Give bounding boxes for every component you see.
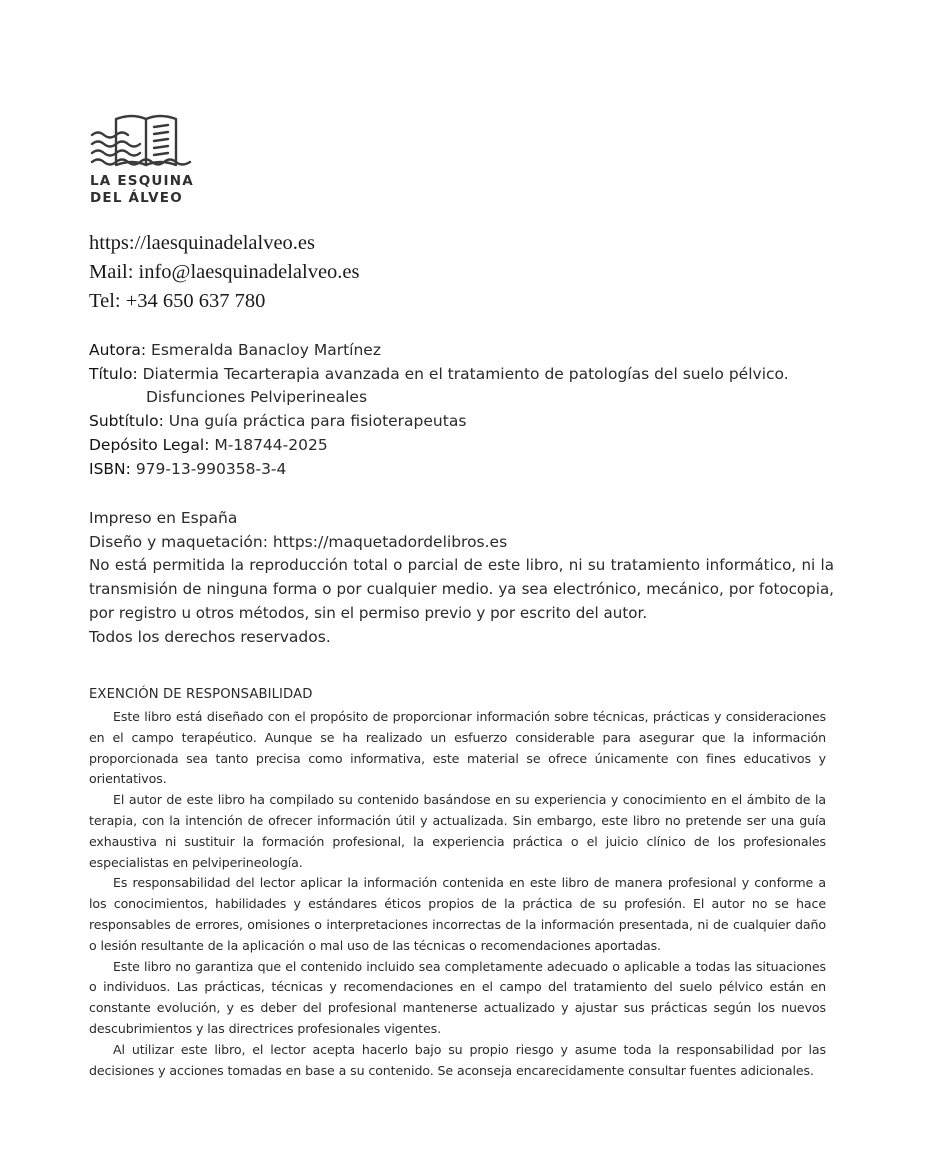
book-credits (89, 339, 849, 481)
legal-deposit-label: Depósito Legal: (89, 435, 210, 454)
disclaimer-section (89, 684, 826, 1081)
author-row (89, 339, 849, 363)
author-label: Autora: (89, 341, 147, 359)
publisher-name-line2: DEL ÁLVEO (90, 190, 183, 206)
all-rights-text: Todos los derechos reservados. (89, 627, 331, 646)
subtitle-label: Subtítulo: (89, 412, 164, 431)
disclaimer-paragraph: El autor de este libro ha compilado su contenido basándose en su experiencia y conocimiento en el ámbito de la terapia, con la intención de ofrecer información útil y actualizada. Sin embargo, este libro no pretende ser una guía exhaustiva ni sustituir la formación profesional, la experiencia práctica o el juicio clínico de los profesionales especialistas en pelviperineología. (89, 792, 826, 870)
disclaimer-paragraph: Este libro no garantiza que el contenido incluido sea completamente adecuado o aplicable a todas las situaciones o individuos. Las prácticas, técnicas y recomendaciones en el campo del tratamiento del suelo pélvico están en constante evolución, y es deber del profesional mantenerse actualizado y ajustar sus prácticas según los nuevos descubrimientos y las directrices profesionales vigentes. (89, 958, 826, 1036)
legal-deposit-row (89, 434, 849, 458)
design-row (89, 531, 834, 555)
disclaimer-paragraph: Este libro está diseñado con el propósito de proporcionar información sobre técnicas, prácticas y consideraciones en el campo terapéutico. Aunque se ha realizado un esfuerzo considerable para asegurar que la información proporcionada sea tanto precisa como informativa, este material se ofrece únicamente con fines educativos y orientativos. (89, 709, 826, 787)
rights-paragraph: No está permitida la reproducción total o parcial de este libro, ni su tratamiento informático, ni la transmisión de ninguna forma o por cualquier medio. ya sea electrónico, mecánico, por fotocopia, por registro u otros métodos, sin el permiso previo y por escrito del autor. (89, 556, 834, 622)
disclaimer-paragraph: Es responsabilidad del lector aplicar la información contenida en este libro de manera profesional y conforme a los conocimientos, habilidades y estándares éticos propios de la práctica de su profesión. El autor no se hace responsables de errores, omisiones o interpretaciones incorrectas de la información presentada, ni de cualquier daño o lesión resultante de la aplicación o mal uso de las técnicas o recomendaciones aportadas. (89, 875, 826, 953)
open-book-waves-icon (90, 113, 196, 169)
website-text: https://laesquinadelalveo.es (89, 232, 316, 254)
phone-text: Tel: +34 650 637 780 (89, 290, 266, 312)
title-row (89, 363, 849, 387)
title-label: Título: (89, 364, 138, 383)
title-value-line2: Disfunciones Pelviperineales (146, 388, 368, 407)
author-value: Esmeralda Banacloy Martínez (151, 341, 381, 359)
printed-in-text: Impreso en España (89, 509, 238, 527)
isbn-value: 979-13-990358-3-4 (135, 459, 287, 478)
subtitle-value: Una guía práctica para fisioterapeutas (168, 412, 467, 431)
design-label: Diseño y maquetación: (89, 532, 268, 551)
title-value-line1: Diatermia Tecarterapia avanzada en el tratamiento de patologías del suelo pélvico. (142, 364, 789, 383)
isbn-label: ISBN: (89, 459, 131, 478)
mail-text: Mail: info@laesquinadelalveo.es (89, 261, 360, 283)
printing-info (89, 507, 834, 649)
publisher-logo (90, 113, 200, 207)
subtitle-row (89, 410, 849, 434)
publisher-name-line1: LA ESQUINA (90, 173, 194, 189)
disclaimer-title: EXENCIÓN DE RESPONSABILIDAD (89, 687, 313, 702)
isbn-row (89, 458, 849, 482)
design-value: https://maquetadordelibros.es (272, 532, 508, 551)
legal-deposit-value: M-18744-2025 (214, 435, 328, 454)
disclaimer-paragraph: Al utilizar este libro, el lector acepta hacerlo bajo su propio riesgo y asume toda la responsabilidad por las decisiones y acciones tomadas en base a su contenido. Se aconseja encarecidamente consultar fuentes adicionales. (89, 1041, 826, 1078)
publisher-contact (89, 229, 360, 316)
